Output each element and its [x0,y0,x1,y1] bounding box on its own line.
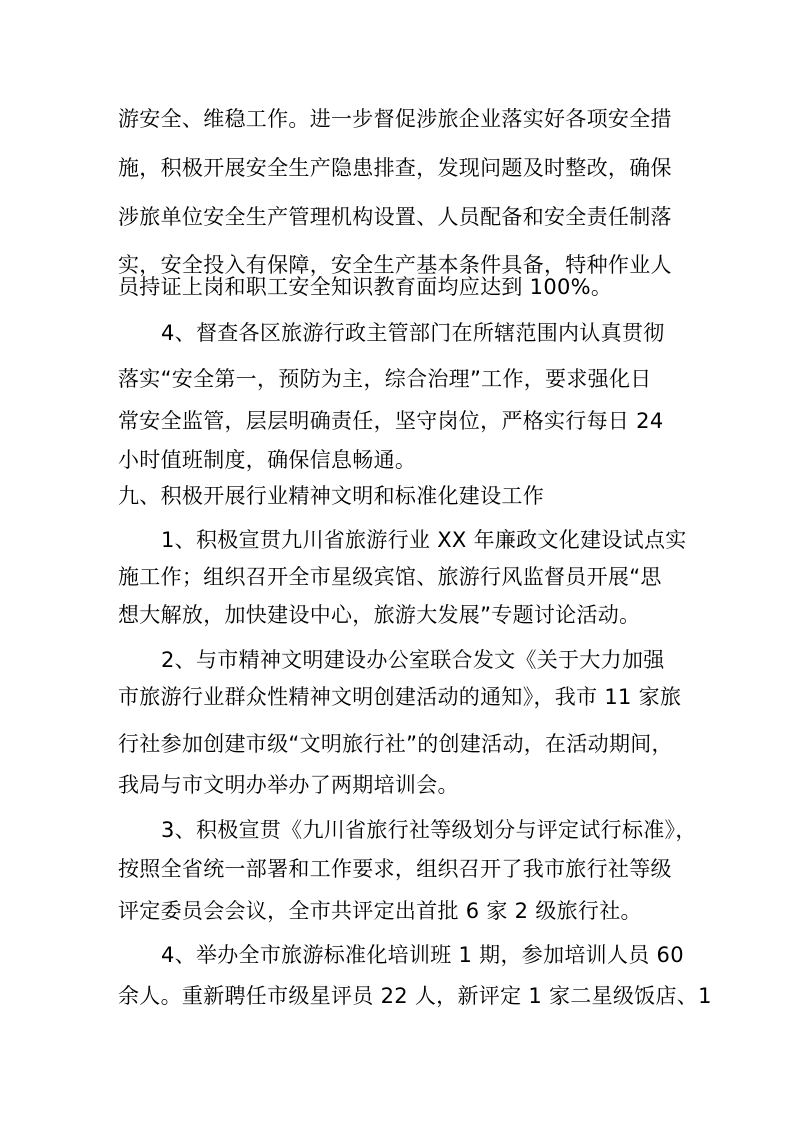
text-line-19: 按照全省统一部署和工作要求，组织召开了我市旅行社等级 [118,857,672,881]
text-line-14: 2、与市精神文明建设办公室联合发文《关于大力加强 [161,648,665,672]
text-line-15: 市旅游行业群众性精神文明创建活动的通知》，我市 11 家旅 [118,685,682,709]
text-line-9: 小时值班制度，确保信息畅通。 [118,448,417,472]
text-line-12: 施工作；组织召开全市星级宾馆、旅游行风监督员开展“思 [118,565,662,589]
text-line-7: 落实“安全第一，预防为主，综合治理”工作，要求强化日 [118,367,652,391]
text-line-11: 1、积极宣贯九川省旅游行业 XX 年廉政文化建设试点实 [161,528,687,552]
text-line-8: 常安全监管，层层明确责任，坚守岗位，严格实行每日 24 [118,409,664,433]
text-line-22: 余人。重新聘任市级星评员 22 人，新评定 1 家二星级饭店、1 [118,984,712,1008]
text-line-20: 评定委员会会议，全市共评定出首批 6 家 2 级旅行社。 [118,899,642,923]
text-line-18: 3、积极宣贯《九川省旅行社等级划分与评定试行标准》， [161,818,697,842]
text-line-21: 4、举办全市旅游标准化培训班 1 期，参加培训人员 60 [161,943,684,967]
text-line-13: 想大解放，加快建设中心，旅游大发展”专题讨论活动。 [118,603,641,627]
text-line-4: 实，安全投入有保障，安全生产基本条件具备，特种作业人 [118,253,672,277]
section-heading: 九、积极开展行业精神文明和标准化建设工作 [118,484,544,508]
text-line-2: 施，积极开展安全生产隐患排查，发现问题及时整改，确保 [118,156,672,180]
text-line-1: 游安全、维稳工作。进一步督促涉旅企业落实好各项安全措 [118,107,672,131]
text-line-6: 4、督查各区旅游行政主管部门在所辖范围内认真贯彻 [161,321,665,345]
text-line-5: 员持证上岗和职工安全知识教育面均应达到 100%。 [118,275,613,299]
text-line-16: 行社参加创建市级“文明旅行社”的创建活动，在活动期间， [118,732,673,756]
text-line-17: 我局与市文明办举办了两期培训会。 [118,773,459,797]
text-line-3: 涉旅单位安全生产管理机构设置、人员配备和安全责任制落 [118,205,672,229]
